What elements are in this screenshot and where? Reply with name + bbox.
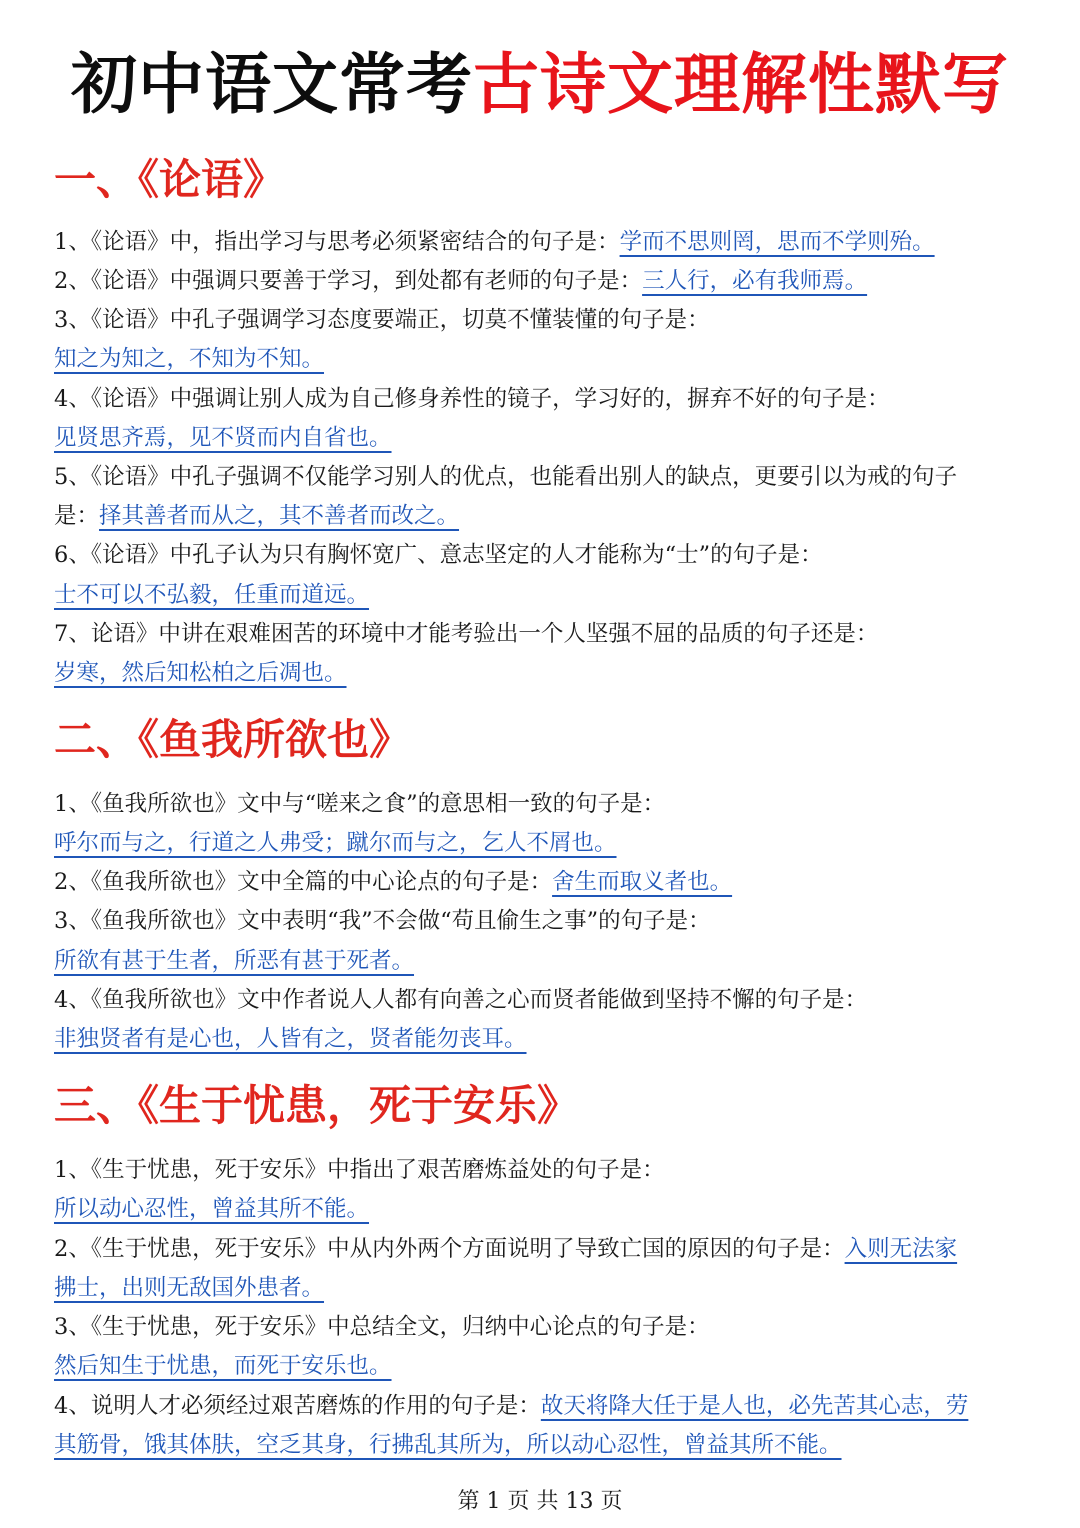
question-line (54, 379, 1034, 419)
answer-text: 然后知生于忧患，而死于安乐也。 (54, 1353, 392, 1379)
answer-line (54, 941, 1034, 981)
question-text: 3、《生于忧患，死于安乐》中总结全文，归纳中心论点的句子是： (54, 1314, 710, 1340)
section-heading-lunyu: 一、《论语》 (54, 155, 286, 204)
answer-text: 拂士，出则无敌国外患者。 (54, 1275, 325, 1301)
question-line (54, 1150, 1034, 1190)
question-text: 6、《论语》中孔子认为只有胸怀宽广、意志坚定的人才能称为“士”的句子是： (54, 542, 823, 568)
question-line (54, 614, 1034, 654)
question-text: 是： (54, 503, 100, 529)
answer-text: 舍生而取义者也。 (552, 869, 733, 895)
answer-text: 故天将降大任于是人也，必先苦其心志，劳 (540, 1393, 969, 1419)
question-text: 1、《生于忧患，死于安乐》中指出了艰苦磨炼益处的句子是： (54, 1157, 665, 1183)
question-line (54, 457, 1034, 497)
answer-text: 所欲有甚于生者，所恶有甚于死者。 (54, 948, 415, 974)
answer-text: 呼尔而与之，行道之人弗受；蹴尔而与之，乞人不屑也。 (54, 830, 617, 856)
title-part-red: 古诗文理解性默写 (473, 46, 1009, 123)
question-line (54, 901, 1034, 941)
answer-text: 学而不思则罔，思而不学则殆。 (619, 229, 935, 255)
question-line (54, 980, 1034, 1020)
answer-text: 非独贤者有是心也，人皆有之，贤者能勿丧耳。 (54, 1026, 527, 1052)
answer-text: 其筋骨，饿其体肤，空乏其身，行拂乱其所为，所以动心忍性，曾益其所不能。 (54, 1432, 842, 1458)
question-line (54, 862, 1034, 902)
answer-text: 三人行，必有我师焉。 (642, 268, 868, 294)
question-text: 5、《论语》中孔子强调不仅能学习别人的优点，也能看出别人的缺点，更要引以为戒的句子 (54, 464, 958, 490)
question-text: 2、《论语》中强调只要善于学习，到处都有老师的句子是： (54, 268, 643, 294)
answer-line (54, 653, 1034, 693)
question-line (54, 300, 1034, 340)
question-text: 2、《鱼我所欲也》文中全篇的中心论点的句子是： (54, 869, 553, 895)
question-text: 4、《鱼我所欲也》文中作者说人人都有向善之心而贤者能做到坚持不懈的句子是： (54, 987, 868, 1013)
answer-line (54, 339, 1034, 379)
question-text: 3、《鱼我所欲也》文中表明“我”不会做“苟且偷生之事”的句子是： (54, 908, 711, 934)
document-title (0, 40, 1080, 130)
question-text: 1、《论语》中，指出学习与思考必须紧密结合的句子是： (54, 229, 620, 255)
section-heading-shengyuyouhuan: 三、《生于忧患，死于安乐》 (54, 1081, 580, 1130)
answer-text: 知之为知之，不知为不知。 (54, 346, 325, 372)
question-line (54, 222, 1034, 262)
question-line (54, 496, 1034, 536)
answer-line (54, 575, 1034, 615)
question-text: 7、论语》中讲在艰难困苦的环境中才能考验出一个人坚强不屈的品质的句子还是： (54, 621, 879, 647)
page-number-footer: 第 1 页 共 13 页 (457, 1489, 623, 1514)
question-text: 4、说明人才必须经过艰苦磨炼的作用的句子是： (54, 1393, 541, 1419)
answer-text: 入则无法家 (844, 1236, 958, 1262)
answer-line (54, 1189, 1034, 1229)
answer-text: 士不可以不弘毅，任重而道远。 (54, 582, 370, 608)
question-line (54, 535, 1034, 575)
question-line (54, 1307, 1034, 1347)
question-text: 3、《论语》中孔子强调学习态度要端正，切莫不懂装懂的句子是： (54, 307, 710, 333)
answer-line (54, 823, 1034, 863)
answer-text: 择其善者而从之，其不善者而改之。 (99, 503, 460, 529)
answer-line (54, 1268, 1034, 1308)
question-text: 1、《鱼我所欲也》文中与“嗟来之食”的意思相一致的句子是： (54, 791, 666, 817)
answer-line (54, 418, 1034, 458)
section-heading-yuwosuoyuye: 二、《鱼我所欲也》 (54, 715, 412, 764)
question-line (54, 1386, 1034, 1426)
question-line (54, 1229, 1034, 1269)
question-line (54, 261, 1034, 301)
question-line (54, 784, 1034, 824)
title-part-black: 初中语文常考 (71, 46, 473, 123)
question-text: 4、《论语》中强调让别人成为自己修身养性的镜子，学习好的，摒弃不好的句子是： (54, 386, 890, 412)
answer-text: 所以动心忍性，曾益其所不能。 (54, 1196, 370, 1222)
answer-text: 岁寒，然后知松柏之后凋也。 (54, 660, 347, 686)
question-text: 2、《生于忧患，死于安乐》中从内外两个方面说明了导致亡国的原因的句子是： (54, 1236, 845, 1262)
answer-line (54, 1019, 1034, 1059)
answer-line (54, 1346, 1034, 1386)
answer-text: 见贤思齐焉，见不贤而内自省也。 (54, 425, 392, 451)
answer-line (54, 1425, 1034, 1465)
